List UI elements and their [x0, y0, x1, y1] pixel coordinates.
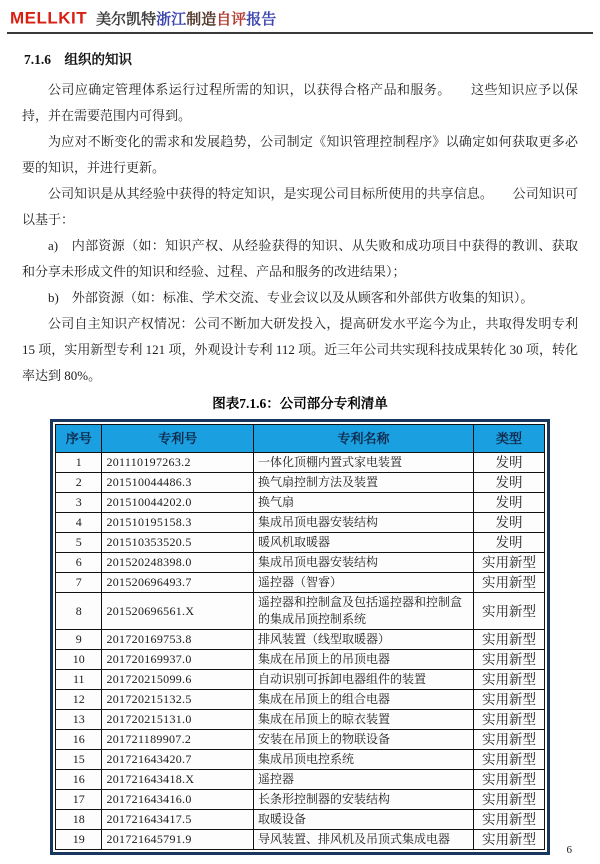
patent-type: 发明 — [474, 453, 545, 473]
table-row — [56, 830, 545, 850]
row-index: 16 — [56, 730, 102, 750]
patent-table-header — [56, 425, 545, 453]
patent-type: 实用新型 — [474, 810, 545, 830]
body-text — [22, 77, 578, 389]
patent-name: 集成吊顶电器安装结构 — [254, 553, 474, 573]
table-caption: 图表7.1.6：公司部分专利清单 — [212, 396, 388, 411]
section-heading: 7.1.6 组织的知识 — [24, 52, 132, 67]
patent-number: 201720215131.0 — [102, 710, 254, 730]
patent-type: 发明 — [474, 473, 545, 493]
row-index: 16 — [56, 770, 102, 790]
doc-title-segment: 报告 — [246, 12, 277, 28]
column-header-type: 类型 — [474, 425, 545, 453]
patent-type: 实用新型 — [474, 630, 545, 650]
column-header-index: 序号 — [56, 425, 102, 453]
row-index: 15 — [56, 750, 102, 770]
patent-name: 安装在吊顶上的物联设备 — [254, 730, 474, 750]
row-index: 1 — [56, 453, 102, 473]
patent-name: 集成吊顶电器安装结构 — [254, 513, 474, 533]
patent-name: 自动识别可拆卸电器组件的装置 — [254, 670, 474, 690]
row-index: 12 — [56, 690, 102, 710]
paragraph-knowledge-definition: 公司知识是从其经验中获得的特定知识，是实现公司目标所使用的共享信息。 公司知识可以基于： — [22, 186, 578, 227]
row-index: 18 — [56, 810, 102, 830]
patent-number: 201110197263.2 — [102, 453, 254, 473]
patent-number: 201720215099.6 — [102, 670, 254, 690]
table-row — [56, 810, 545, 830]
patent-number: 201510044486.3 — [102, 473, 254, 493]
patent-name: 暖风机取暖器 — [254, 533, 474, 553]
page-number: 6 — [566, 844, 572, 856]
doc-title-segment: 制造 — [186, 12, 217, 28]
patent-type: 实用新型 — [474, 730, 545, 750]
patent-type: 实用新型 — [474, 670, 545, 690]
patent-name: 遥控器（智睿） — [254, 573, 474, 593]
list-item-internal-resources: a) 内部资源（如：知识产权、从经验获得的知识、从失败和成功项目中获得的教训、获取和分享未形成文件的知识和经验、过程、产品和服务的改进结果）； — [22, 238, 578, 279]
patent-name: 长条形控制器的安装结构 — [254, 790, 474, 810]
table-row — [56, 453, 545, 473]
table-row — [56, 513, 545, 533]
paragraph-ip-status: 公司自主知识产权情况：公司不断加大研发投入，提高研发水平迄今为止，共取得发明专利 15 项，实用新型专利 121 项，外观设计专利 112 项。近三年公司共实现科技成果转化 30 项，转化率达到 80%。 — [22, 316, 578, 383]
row-index: 17 — [56, 790, 102, 810]
patent-number: 201721643417.5 — [102, 810, 254, 830]
patent-table-body — [56, 453, 545, 850]
row-index: 5 — [56, 533, 102, 553]
table-row — [56, 493, 545, 513]
patent-type: 实用新型 — [474, 650, 545, 670]
row-index: 2 — [56, 473, 102, 493]
patent-number: 201720169753.8 — [102, 630, 254, 650]
paragraph-knowledge-procedure: 为应对不断变化的需求和发展趋势，公司制定《知识管理控制程序》以确定如何获取更多必要的知识，并进行更新。 — [22, 134, 578, 175]
patent-name: 集成在吊顶上的晾衣装置 — [254, 710, 474, 730]
patent-type: 实用新型 — [474, 573, 545, 593]
patent-name: 换气扇控制方法及装置 — [254, 473, 474, 493]
table-row — [56, 593, 545, 630]
patent-number: 201721643418.X — [102, 770, 254, 790]
patent-name: 换气扇 — [254, 493, 474, 513]
row-index: 11 — [56, 670, 102, 690]
table-row — [56, 630, 545, 650]
column-header-number: 专利号 — [102, 425, 254, 453]
patent-name: 导风装置、排风机及吊顶式集成电器 — [254, 830, 474, 850]
row-index: 19 — [56, 830, 102, 850]
document-header — [7, 0, 593, 34]
patent-number: 201520248398.0 — [102, 553, 254, 573]
patent-number: 201520696561.X — [102, 593, 254, 630]
table-row — [56, 750, 545, 770]
patent-name: 一体化顶棚内置式家电装置 — [254, 453, 474, 473]
patent-name: 排风装置（线型取暖器） — [254, 630, 474, 650]
paragraph-knowledge-requirement: 公司应确定管理体系运行过程所需的知识，以获得合格产品和服务。 这些知识应予以保持，并在需要范围内可得到。 — [22, 82, 578, 123]
patent-number: 201721643416.0 — [102, 790, 254, 810]
row-index: 10 — [56, 650, 102, 670]
patent-type: 实用新型 — [474, 770, 545, 790]
table-row — [56, 770, 545, 790]
table-row — [56, 473, 545, 493]
doc-title-segment: 浙江 — [156, 12, 187, 28]
table-row — [56, 710, 545, 730]
row-index: 3 — [56, 493, 102, 513]
doc-title-cn — [96, 12, 276, 28]
patent-number: 201510195158.3 — [102, 513, 254, 533]
patent-type: 发明 — [474, 533, 545, 553]
patent-type: 实用新型 — [474, 750, 545, 770]
patent-type: 发明 — [474, 493, 545, 513]
table-row — [56, 553, 545, 573]
patent-number: 201721643420.7 — [102, 750, 254, 770]
patent-type: 发明 — [474, 513, 545, 533]
row-index: 7 — [56, 573, 102, 593]
patent-type: 实用新型 — [474, 690, 545, 710]
patent-type: 实用新型 — [474, 710, 545, 730]
patent-type: 实用新型 — [474, 593, 545, 630]
patent-number: 201510044202.0 — [102, 493, 254, 513]
patent-type: 实用新型 — [474, 790, 545, 810]
table-row — [56, 730, 545, 750]
document-body — [0, 34, 600, 412]
table-row — [56, 690, 545, 710]
row-index: 9 — [56, 630, 102, 650]
patent-name: 取暖设备 — [254, 810, 474, 830]
row-index: 8 — [56, 593, 102, 630]
patent-type: 实用新型 — [474, 830, 545, 850]
doc-title-segment: 美尔凯特 — [96, 12, 157, 28]
patent-name: 遥控器和控制盒及包括遥控器和控制盒的集成吊顶控制系统 — [254, 593, 474, 630]
patent-number: 201721189907.2 — [102, 730, 254, 750]
patent-name: 遥控器 — [254, 770, 474, 790]
patent-number: 201510353520.5 — [102, 533, 254, 553]
table-row — [56, 533, 545, 553]
column-header-name: 专利名称 — [254, 425, 474, 453]
patent-number: 201721645791.9 — [102, 830, 254, 850]
patent-number: 201720169937.0 — [102, 650, 254, 670]
patent-name: 集成在吊顶上的组合电器 — [254, 690, 474, 710]
patent-type: 实用新型 — [474, 553, 545, 573]
table-row — [56, 573, 545, 593]
table-row — [56, 790, 545, 810]
patent-name: 集成在吊顶上的吊顶电器 — [254, 650, 474, 670]
row-index: 4 — [56, 513, 102, 533]
list-item-external-resources: b) 外部资源（如：标准、学术交流、专业会议以及从顾客和外部供方收集的知识）。 — [48, 290, 534, 305]
row-index: 13 — [56, 710, 102, 730]
patent-number: 201520696493.7 — [102, 573, 254, 593]
patent-table — [55, 424, 545, 850]
patent-table-frame — [50, 419, 550, 855]
brand-logo-text: MELLKIT — [10, 8, 88, 28]
table-row — [56, 650, 545, 670]
patent-number: 201720215132.5 — [102, 690, 254, 710]
table-row — [56, 670, 545, 690]
row-index: 6 — [56, 553, 102, 573]
patent-name: 集成吊顶电控系统 — [254, 750, 474, 770]
doc-title-segment: 自评 — [216, 12, 247, 28]
